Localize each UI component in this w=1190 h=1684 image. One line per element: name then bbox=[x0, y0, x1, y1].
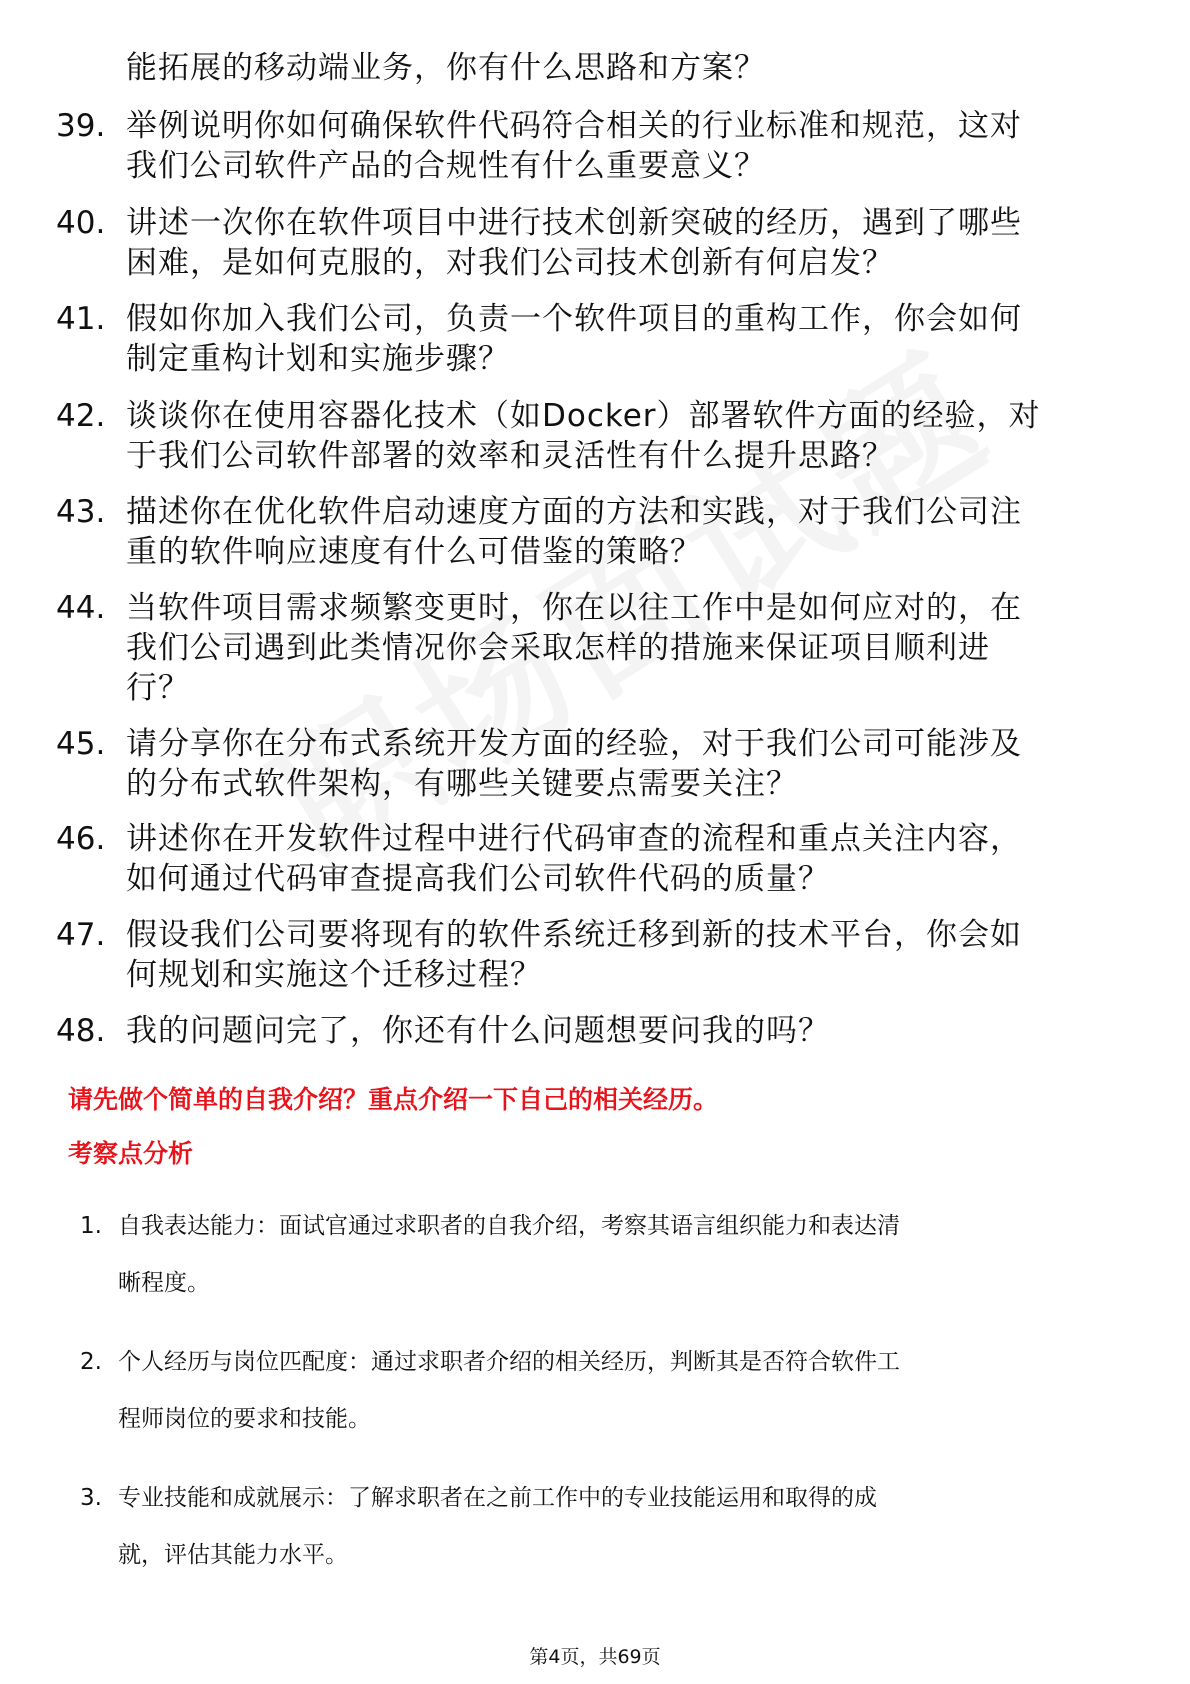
question-text bbox=[126, 492, 1126, 572]
question-text bbox=[126, 1011, 1126, 1051]
question-number: 44. bbox=[56, 590, 106, 626]
question-line: 如何通过代码审查提高我们公司软件代码的质量？ bbox=[126, 861, 830, 897]
question-text bbox=[126, 203, 1126, 283]
question-line: 行？ bbox=[126, 670, 190, 706]
analysis-heading: 考察点分析 bbox=[68, 1139, 194, 1168]
question-line: 我们公司遇到此类情况你会采取怎样的措施来保证项目顺利进 bbox=[126, 630, 990, 666]
page-footer: 第4页，共69页 bbox=[529, 1646, 661, 1668]
question-text bbox=[126, 396, 1126, 476]
question-line: 描述你在优化软件启动速度方面的方法和实践，对于我们公司注 bbox=[126, 494, 1022, 530]
question-line: 何规划和实施这个迁移过程？ bbox=[126, 957, 542, 993]
question-line: 能拓展的移动端业务，你有什么思路和方案？ bbox=[126, 50, 766, 86]
question-number: 45. bbox=[56, 726, 106, 762]
question-line: 我的问题问完了，你还有什么问题想要问我的吗？ bbox=[126, 1013, 830, 1049]
analysis-text bbox=[118, 1198, 1118, 1312]
analysis-text bbox=[118, 1334, 1118, 1448]
question-line: 我们公司软件产品的合规性有什么重要意义？ bbox=[126, 148, 766, 184]
analysis-line: 自我表达能力：面试官通过求职者的自我介绍，考察其语言组织能力和表达清 bbox=[118, 1213, 900, 1239]
analysis-number: 3. bbox=[80, 1485, 102, 1511]
question-line: 谈谈你在使用容器化技术（如Docker）部署软件方面的经验，对 bbox=[126, 398, 1041, 434]
question-line: 于我们公司软件部署的效率和灵活性有什么提升思路？ bbox=[126, 438, 894, 474]
question-line: 重的软件响应速度有什么可借鉴的策略？ bbox=[126, 534, 702, 570]
analysis-line: 晰程度。 bbox=[118, 1270, 210, 1296]
analysis-line: 程师岗位的要求和技能。 bbox=[118, 1406, 371, 1432]
question-number: 43. bbox=[56, 494, 106, 530]
question-number: 48. bbox=[56, 1013, 106, 1049]
question-text bbox=[126, 819, 1126, 899]
interview-question-heading: 请先做个简单的自我介绍？重点介绍一下自己的相关经历。 bbox=[68, 1085, 719, 1114]
question-line: 举例说明你如何确保软件代码符合相关的行业标准和规范，这对 bbox=[126, 108, 1022, 144]
question-text bbox=[126, 299, 1126, 379]
question-line: 假如你加入我们公司，负责一个软件项目的重构工作，你会如何 bbox=[126, 301, 1022, 337]
question-line: 困难，是如何克服的，对我们公司技术创新有何启发？ bbox=[126, 245, 894, 281]
question-line: 的分布式软件架构，有哪些关键要点需要关注？ bbox=[126, 766, 798, 802]
question-number: 41. bbox=[56, 301, 106, 337]
question-line: 当软件项目需求频繁变更时，你在以往工作中是如何应对的，在 bbox=[126, 590, 1022, 626]
question-number: 47. bbox=[56, 917, 106, 953]
question-line: 制定重构计划和实施步骤？ bbox=[126, 341, 510, 377]
analysis-line: 就，评估其能力水平。 bbox=[118, 1542, 348, 1568]
question-line: 讲述你在开发软件过程中进行代码审查的流程和重点关注内容， bbox=[126, 821, 1022, 857]
question-number: 40. bbox=[56, 205, 106, 241]
analysis-number: 2. bbox=[80, 1349, 102, 1375]
question-number: 39. bbox=[56, 108, 106, 144]
question-number: 42. bbox=[56, 398, 106, 434]
question-number: 46. bbox=[56, 821, 106, 857]
question-text bbox=[126, 588, 1126, 708]
analysis-line: 专业技能和成就展示：了解求职者在之前工作中的专业技能运用和取得的成 bbox=[118, 1485, 877, 1511]
question-text bbox=[126, 724, 1126, 804]
question-line: 请分享你在分布式系统开发方面的经验，对于我们公司可能涉及 bbox=[126, 726, 1022, 762]
question-line: 讲述一次你在软件项目中进行技术创新突破的经历，遇到了哪些 bbox=[126, 205, 1022, 241]
question-text bbox=[126, 48, 1126, 88]
analysis-text bbox=[118, 1470, 1118, 1584]
question-line: 假设我们公司要将现有的软件系统迁移到新的技术平台，你会如 bbox=[126, 917, 1022, 953]
analysis-number: 1. bbox=[80, 1213, 102, 1239]
analysis-line: 个人经历与岗位匹配度：通过求职者介绍的相关经历，判断其是否符合软件工 bbox=[118, 1349, 900, 1375]
question-text bbox=[126, 106, 1126, 186]
question-text bbox=[126, 915, 1126, 995]
